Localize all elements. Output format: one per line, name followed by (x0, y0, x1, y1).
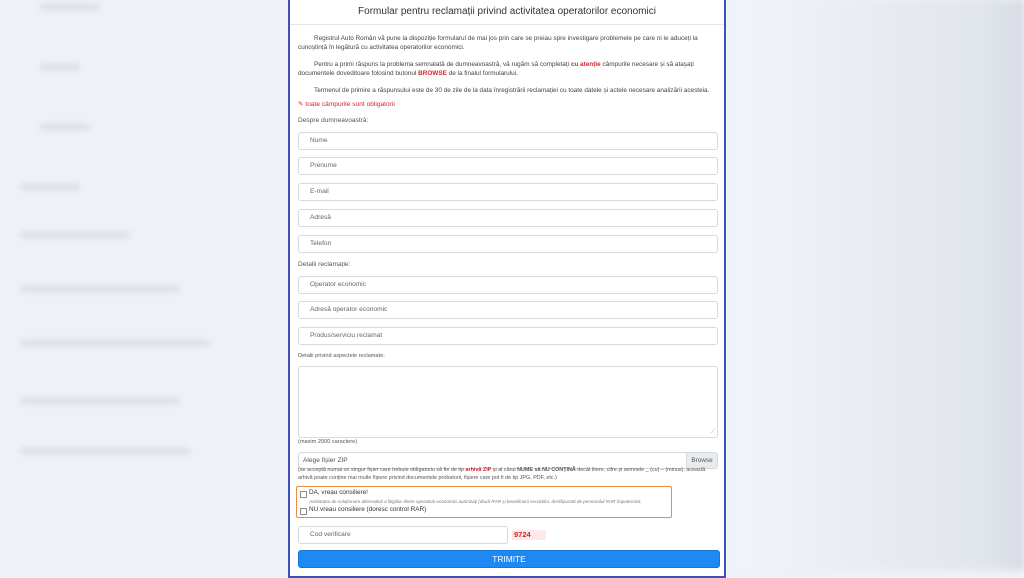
browse-button[interactable]: Browse (686, 452, 718, 469)
consultation-options (296, 486, 672, 518)
option-yes-label[interactable]: DA, vreau consiliere! (309, 489, 368, 496)
intro-paragraph-3: Termenul de primire a răspunsului este de 30 de zile de la data înregistrării reclamației cu toate datele și actele necesare analizării acesteia. (314, 87, 710, 94)
title-divider (290, 24, 724, 25)
resize-handle-icon[interactable]: ⟋ (710, 429, 715, 435)
option-yes-checkbox[interactable] (300, 491, 307, 498)
product-field[interactable]: Produs/serviciu reclamat (298, 327, 718, 345)
file-hint: (se acceptă numai un singur fișier care trebuie obligatoriu să fie de tip arhivă ZIP și al cărui NUME să NU CONȚINĂ decât litere, cifre și semnele _ (cu) – (minus); această arhivă poate conține mai multe fișiere privind documentele probatorii, fișiere care pot fi de tip JPG, PDF, etc.) (298, 467, 706, 481)
phone-field[interactable]: Telefon (298, 235, 718, 253)
section-details-label: Detalii reclamație: (298, 261, 351, 268)
intro-paragraph-2: Pentru a primi răspuns la problema semnalată de dumneavoastră, vă rugăm să completați cu atenție câmpurile necesare și să atașați documentele doveditoare folosind butonul BROWSE de la finalul formularului. (298, 61, 694, 77)
background-page-left (0, 0, 280, 570)
intro-paragraph-1: Registrul Auto Român vă pune la dispoziție formularul de mai jos prin care se preiau spre investigare problemele pe care ni le aduceți la cunoștință în legătură cu activitatea operatorilor economici. (298, 35, 698, 51)
details-textarea[interactable] (298, 366, 718, 438)
char-limit-note: (maxim 2000 caractere) (298, 439, 358, 445)
section-about-label: Despre dumneavoastră: (298, 117, 369, 124)
details-textarea-label: Detalii privind aspectele reclamate: (298, 353, 385, 359)
option-yes-description: Activitatea de soluționare alternativă a litigiilor dintre operatorii economici autorizați (două RAR și beneficiarii serviciilor, desfășurată de personalul RAR împuternicit. (309, 499, 642, 504)
complaint-form-panel (288, 0, 726, 578)
name-field[interactable]: Nume (298, 132, 718, 150)
option-no-checkbox[interactable] (300, 508, 307, 515)
captcha-code: 9724 (512, 530, 546, 540)
form-title: Formular pentru reclamații privind activitatea operatorilor economici (358, 6, 656, 17)
option-no-label[interactable]: NU vreau consiliere (doresc control RAR) (309, 506, 427, 513)
operator-field[interactable]: Operator economic (298, 276, 718, 294)
file-input[interactable]: Alege fișier ZIP (298, 452, 686, 469)
submit-button[interactable]: TRIMITE (298, 550, 720, 568)
required-fields-note: ✎ toate câmpurile sunt obligatorii (298, 101, 395, 108)
email-field[interactable]: E-mail (298, 183, 718, 201)
operator-address-field[interactable]: Adresă operator economic (298, 301, 718, 319)
first-name-field[interactable]: Prenume (298, 157, 718, 175)
background-page-right (736, 0, 1024, 570)
address-field[interactable]: Adresă (298, 209, 718, 227)
captcha-input[interactable]: Cod verificare (298, 526, 508, 544)
